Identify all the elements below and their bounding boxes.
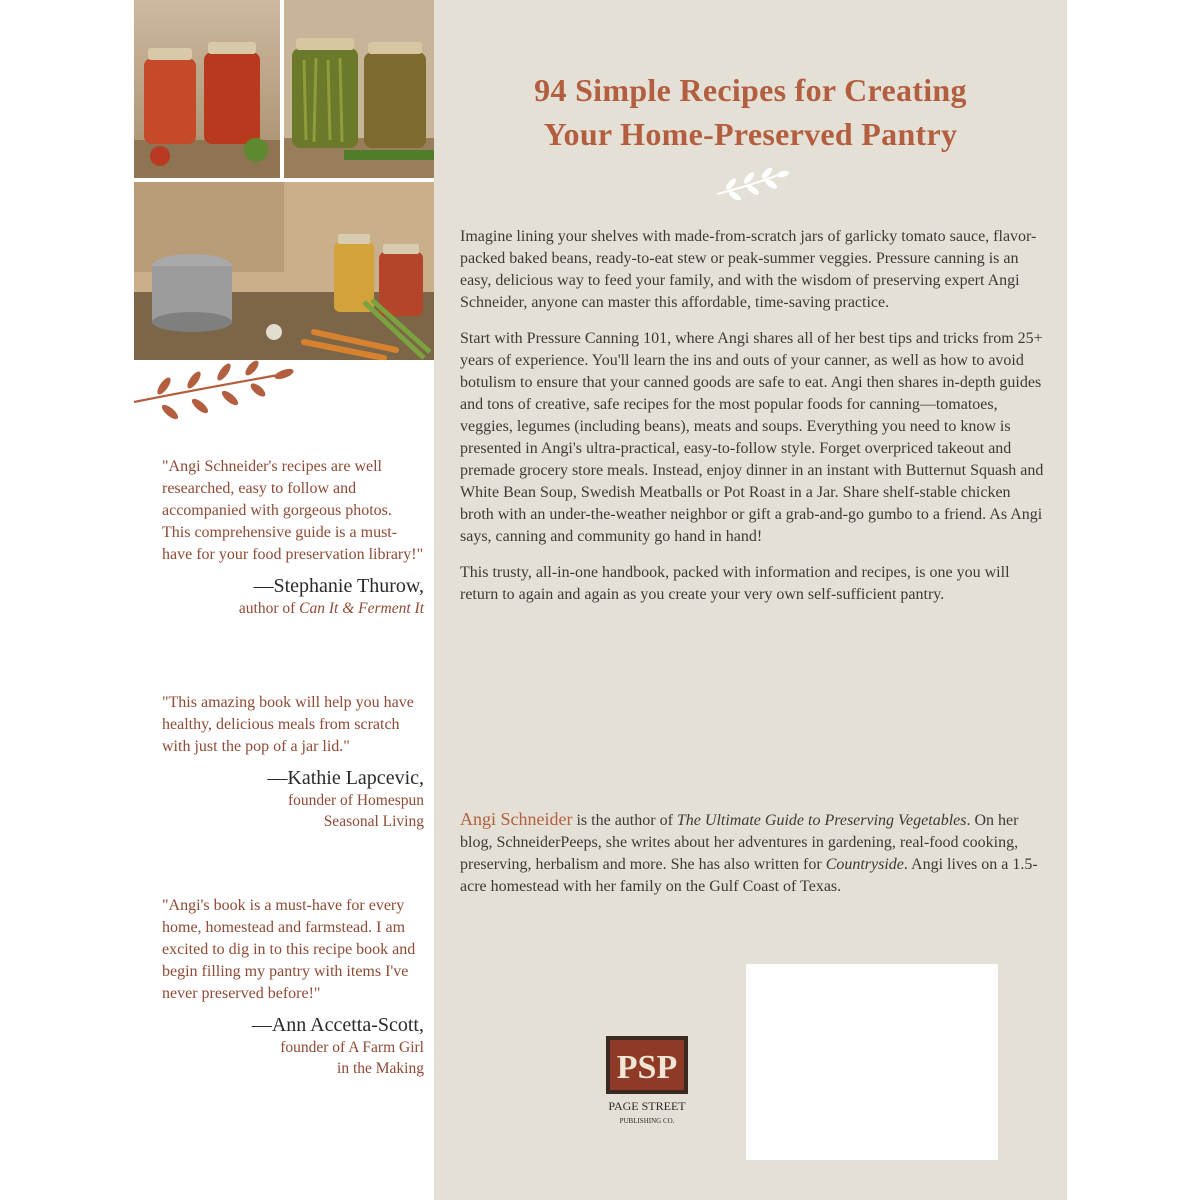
testimonial-attribution [162, 766, 424, 832]
description-paragraph-3: This trusty, all-in-one handbook, packed with information and recipes, is one you will return to again and again as you create your very own self-sufficient pantry. [460, 564, 1010, 603]
testimonial-quote: "This amazing book will help you have healthy, delicious meals from scratch with just the pop of a jar lid." [162, 694, 414, 755]
bio-text: . On her blog, SchneiderPeeps, she writes about her adventures in gardening, real-food cooking, preserving, herbalism and more. She has also written for [460, 812, 1019, 873]
bio-text: is the author of [572, 812, 677, 829]
testimonial-attribution [162, 1013, 424, 1079]
testimonial-attribution [162, 574, 424, 619]
testimonial-role: founder of A Farm Girl [280, 1039, 424, 1056]
testimonial-role-line2: in the Making [337, 1060, 424, 1077]
testimonial-role-line2: Seasonal Living [323, 813, 424, 830]
testimonial-role [162, 598, 424, 619]
testimonial-column [134, 0, 434, 1200]
role-book-title: Can It & Ferment It [299, 600, 424, 617]
headline [434, 68, 1067, 156]
testimonial-2 [162, 692, 424, 832]
pressure-canner-photo [134, 182, 434, 360]
publisher-logo [604, 1034, 690, 1126]
testimonial-role: founder of Homespun [287, 792, 424, 809]
bio-book-title: The Ultimate Guide to Preserving Vegetables [676, 812, 967, 829]
publisher-name: PAGE STREET [608, 1099, 686, 1113]
barcode-area [746, 964, 998, 1160]
author-bio [460, 808, 1044, 898]
publisher-logo-letters: PSP [616, 1049, 678, 1086]
testimonial-author: —Stephanie Thurow, [253, 575, 424, 597]
bio-magazine-title: Countryside [825, 856, 904, 873]
book-description [460, 226, 1044, 620]
description-panel [434, 0, 1067, 1200]
author-name: Angi Schneider [460, 809, 573, 829]
bio-text: . Angi lives on a 1.5-acre homestead with her family on the Gulf Coast of Texas. [460, 856, 1038, 895]
testimonial-1 [162, 456, 424, 619]
tomato-jars-photo [134, 0, 280, 178]
testimonial-3 [162, 895, 424, 1079]
description-paragraph-2: Start with Pressure Canning 101, where Angi shares all of her best tips and tricks from 25+ years of experience. You'll learn the ins and outs of your canner, as well as how to avoid botulism to ensure that your canned goods are safe to eat. Angi then shares in-depth guides and tons of creative, safe recipes for the most popular foods for canning—tomatoes, veggies, legumes (including beans), meats and soups. Everything you need to know is presented in Angi's ultra-practical, easy-to-follow style. Forget overpriced takeout and premade grocery store meals. Instead, enjoy dinner in an instant with Butternut Squash and White Bean Soup, Swedish Meatballs or Pot Roast in a Jar. Share shelf-stable chicken broth with an under-the-weather neighbor or gift a grab-and-go gumbo to a friend. As Angi says, canning and community go hand in hand! [460, 330, 1044, 545]
testimonial-author: —Ann Accetta-Scott, [251, 1014, 424, 1036]
sprig-ornament-icon [709, 168, 789, 200]
leaf-branch-ornament [134, 360, 294, 430]
book-back-cover [134, 0, 1067, 1200]
headline-line-1: 94 Simple Recipes for Creating [534, 72, 967, 108]
testimonial-author: —Kathie Lapcevic, [267, 767, 424, 789]
testimonial-quote: "Angi's book is a must-have for every home, homestead and farmstead. I am excited to dig in to this recipe book and begin filling my pantry with items I've never preserved before!" [162, 897, 416, 1002]
publisher-sub: PUBLISHING CO. [619, 1117, 675, 1125]
role-prefix: author of [238, 600, 300, 617]
description-paragraph-1: Imagine lining your shelves with made-from-scratch jars of garlicky tomato sauce, flavor-packed baked beans, ready-to-eat stew or peak-summer veggies. Pressure canning is an easy, delicious way to feed your family, and with the wisdom of preserving expert Angi Schneider, anyone can master this affordable, time-saving practice. [460, 228, 1037, 311]
green-beans-jars-photo [284, 0, 434, 178]
headline-line-2: Your Home-Preserved Pantry [543, 116, 958, 152]
testimonial-quote: "Angi Schneider's recipes are well researched, easy to follow and accompanied with gorgeous photos. This comprehensive guide is a must-have for your food preservation library!" [162, 458, 424, 563]
